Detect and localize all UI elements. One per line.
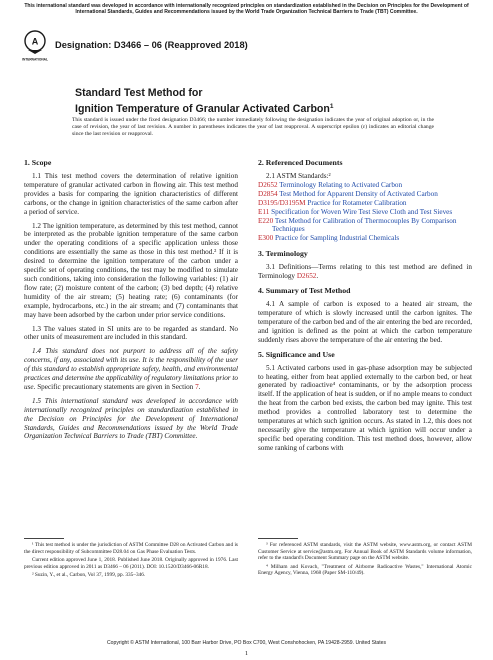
- summary-para-4-1: 4.1 A sample of carbon is exposed to a heated air stream, the temperature of which is slowly increased until the carbon ignites. The temperature of the carbon bed and of the air entering the bed are recorded, and ignition is defined as the point at which the carbon temperature suddenly rises above the temperature of the air entering the bed.: [258, 300, 472, 344]
- scope-para-1-4: [24, 347, 238, 392]
- scope-para-1-5: 1.5 This international standard was developed in accordance with internationally recognized principles on standardization established in the Decision on Principles for the Development of International Standards, Guides and Recommendations issued by the World Trade Organization Technical Barriers to Trade (TBT) Committee.: [24, 396, 238, 441]
- standard-issue-note: This standard is issued under the fixed designation D3466; the number immediately following the designation indicates the year of original adoption or, in the case of revision, the year of last revision. A number in parentheses indicates the year of last reapproval. A superscript epsilon (ε) indicates an editorial change since the last revision or reapproval.: [72, 117, 434, 137]
- right-column: [258, 158, 472, 458]
- section-summary-heading: 4. Summary of Test Method: [258, 286, 351, 296]
- terminology-para-3-1: [258, 263, 472, 281]
- reference-title-link[interactable]: Specification for Woven Wire Test Sieve Cloth and Test Sieves: [271, 207, 453, 216]
- scope-1-4-italic: 1.4 This standard does not purport to address all of the safety concerns, if any, associated with its use. It is the responsibility of the user of this standard to establish appropriate safety, health, and environmental practices and determine the applicability of regulatory limitations prior to use.: [24, 347, 238, 391]
- reference-code-link[interactable]: D2652: [258, 180, 278, 189]
- reference-code-link[interactable]: D2854: [258, 189, 278, 198]
- reference-code-link[interactable]: D3195/D3195M: [258, 198, 306, 207]
- footnotes-left: [24, 542, 238, 581]
- scope-1-4-text: Specific precautionary statements are given in Section: [35, 382, 196, 391]
- significance-para-5-1: 5.1 Activated carbons used in gas-phase adsorption may be subjected to heating, either from heat applied externally to the carbon bed, or heat generated by radioactive⁴ contaminants, or by the adsorption process itself. If the application of heat is sudden, or if no ample means to conduct the heat from the carbon bed exists, the carbon bed may ignite. This test method provides a controlled laboratory test to determine the temperatures at which such ignition occurs. As stated in 1.2, this does not necessarily give the temperature at which ignition will occur under a specific bed operating condition. This test method does, however, allow some ranking of carbons with: [258, 363, 472, 452]
- title-line-2-text: Ignition Temperature of Granular Activated Carbon: [75, 103, 330, 115]
- reference-code-link[interactable]: E11: [258, 207, 270, 216]
- astm-standards-subheading: 2.1 ASTM Standards:²: [266, 172, 331, 180]
- footnote-4: ⁴ Milham and Kovach, "Treatment of Airborne Radioactive Wastes," International Atomic Energy Agency, Vienna, 1968 (Paper SM-110/49).: [258, 563, 472, 576]
- footnote-divider-right: [258, 538, 298, 539]
- reference-item: [258, 199, 472, 208]
- title-footnote-marker: 1: [329, 103, 334, 110]
- reference-item: [258, 234, 472, 243]
- footnote-edition: Current edition approved June 1, 2018. Published June 2018. Originally approved in 1976. Last previous edition approved in 2011 as D3466 – 06 (2011). DOI: 10.1520/D3466-06R18.: [24, 557, 238, 570]
- section-scope-heading: 1. Scope: [24, 158, 52, 167]
- d2652-link[interactable]: D2652: [296, 272, 317, 281]
- referenced-documents-list: [258, 181, 472, 243]
- copyright-line: Copyright © ASTM International, 100 Barr Harbor Drive, PO Box C700, West Conshohocken, PA 19428-2959. United States: [106, 640, 387, 646]
- reference-title-link[interactable]: Terminology Relating to Activated Carbon: [279, 180, 403, 189]
- reference-title-link[interactable]: Practice for Sampling Industrial Chemicals: [274, 234, 400, 243]
- title-line-1: Standard Test Method for: [75, 87, 203, 99]
- reference-item: [258, 217, 472, 235]
- astm-logo: [24, 30, 46, 62]
- logo-text: INTERNATIONAL: [22, 57, 48, 62]
- title-line-2: [75, 100, 334, 116]
- reference-item: [258, 190, 472, 199]
- footnote-2: ² Suzin, Y., et al., Carbon, Vol 37, 1999, pp. 335–346.: [32, 572, 146, 578]
- footnote-1: ¹ This test method is under the jurisdiction of ASTM Committee D28 on Activated Carbon and is the direct responsibility of Subcommittee D28.04 on Gas Phase Evaluation Tests.: [24, 542, 238, 555]
- reference-item: [258, 181, 472, 190]
- left-column: [24, 158, 238, 446]
- page-title: [75, 87, 334, 116]
- scope-para-1-3: 1.3 The values stated in SI units are to be regarded as standard. No other units of measurement are included in this standard.: [24, 324, 238, 342]
- section-refdocs-heading: 2. Referenced Documents: [258, 158, 343, 167]
- terminology-text: 3.1 Definitions—Terms relating to this test method are defined in Terminology: [258, 263, 472, 281]
- scope-para-1-2: 1.2 The ignition temperature, as determined by this test method, cannot be interpreted as the probable ignition temperature of the same carbon under the operating conditions of a specific application unless those conditions are essentially the same as those in this test method.² If it is desired to determine the ignition temperature of the carbon under a specific set of operating conditions, the test may be modified to simulate such conditions, taking into consideration the following variables: (1) air flow rate; (2) moisture content of the carbon; (3) bed depth; (4) relative humidity of the air stream; (5) heating rate; (6) contaminants (for example, hydrocarbons, etc.) in the air stream; and (7) contaminants that may have been adsorbed by the carbon under prior service conditions.: [24, 221, 238, 319]
- designation: Designation: D3466 – 06 (Reapproved 2018): [55, 40, 248, 50]
- section-significance-heading: 5. Significance and Use: [258, 349, 335, 359]
- scope-1-4-end: .: [198, 382, 201, 391]
- reference-code-link[interactable]: E300: [258, 234, 274, 243]
- svg-text:A: A: [31, 36, 39, 47]
- scope-para-1-1: 1.1 This test method covers the determination of relative ignition temperature of granular activated carbon in flowing air. This test method provides a basis for comparing the ignition characteristics of different carbons, or the change in ignition characteristics of the same carbon after a period of service.: [24, 172, 238, 216]
- reference-item: [258, 208, 472, 217]
- page-number: 1: [244, 650, 249, 657]
- footnote-3: ³ For referenced ASTM standards, visit the ASTM website, www.astm.org, or contact ASTM Customer Service at service@astm.org. For Annual Book of ASTM Standards volume information, refer to the standard's Document Summary page on the ASTM website.: [258, 542, 472, 561]
- reference-code-link[interactable]: E220: [258, 216, 274, 225]
- tbt-notice: This international standard was developed in accordance with internationally recognized principles on standardization established in the Decision on Principles for the Development of International Standards, Guides and Recommendations issued by the World Trade Organization Technical Barriers to Trade (TBT) Committee.: [24, 3, 469, 16]
- reference-title-link[interactable]: Test Method for Apparent Density of Activated Carbon: [279, 189, 438, 198]
- reference-title-link[interactable]: Test Method for Calibration of Thermocouples By Comparison Techniques: [272, 216, 457, 234]
- footnotes-right: [258, 542, 472, 579]
- footnote-divider-left: [24, 538, 64, 539]
- terminology-end: .: [316, 272, 319, 281]
- section-7-link[interactable]: 7: [195, 382, 199, 391]
- section-terminology-heading: 3. Terminology: [258, 249, 308, 259]
- reference-title-link[interactable]: Practice for Rotameter Calibration: [307, 198, 407, 207]
